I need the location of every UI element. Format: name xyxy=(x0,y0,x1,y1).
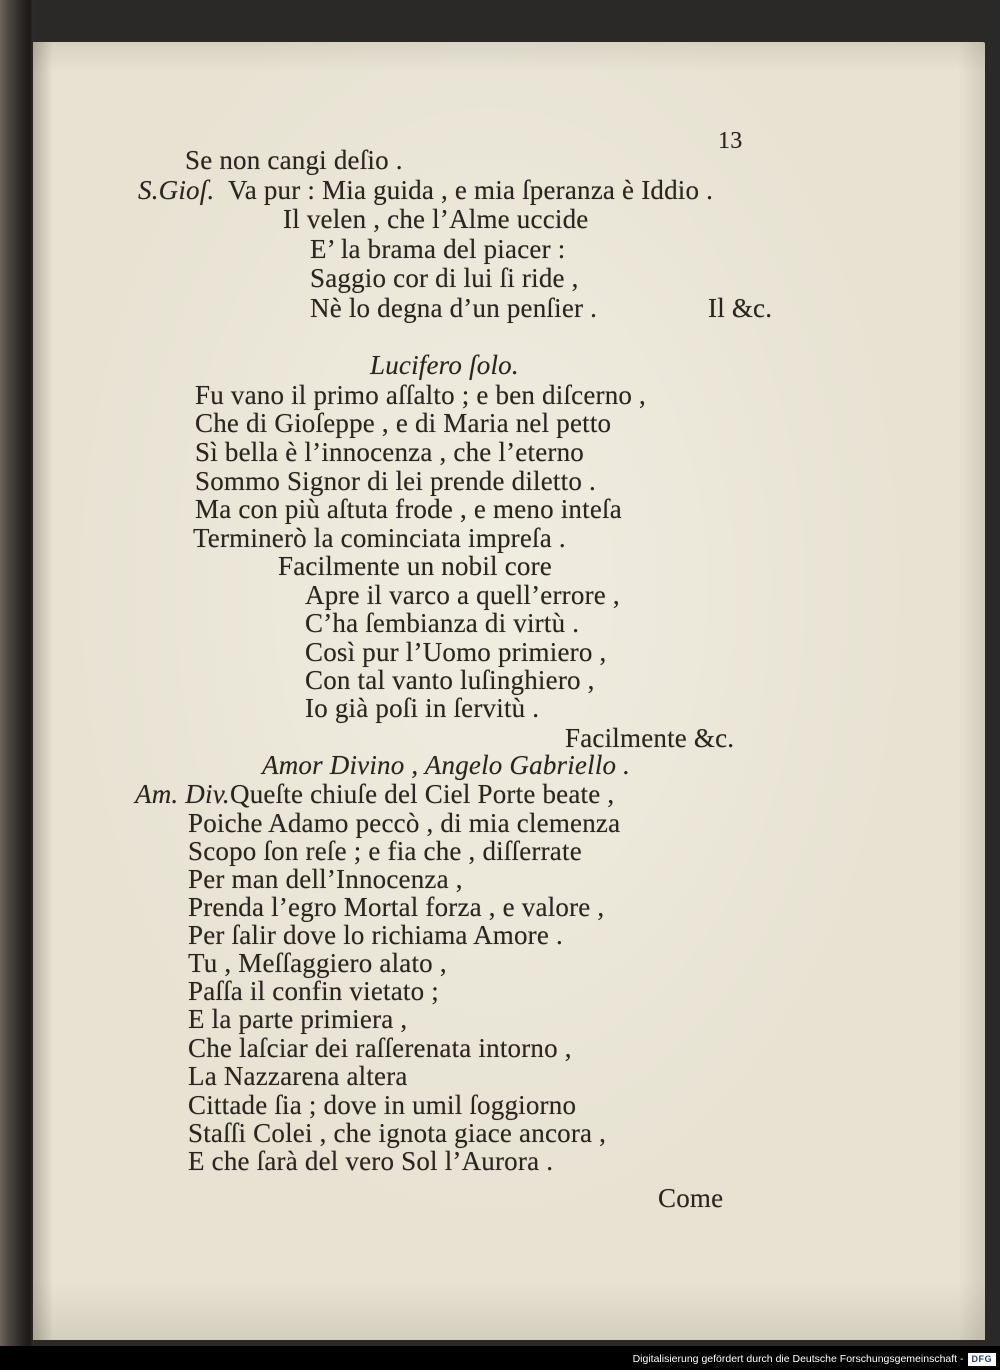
verse-line: Ma con più aſtuta frode , e meno inteſa xyxy=(195,494,622,524)
verse-line: Poiche Adamo peccò , di mia clemenza xyxy=(188,808,621,838)
verse-line: Fu vano il primo aſſalto ; e ben diſcerno , xyxy=(195,380,647,410)
verse-line: Sì bella è l’innocenza , che l’eterno xyxy=(195,437,584,467)
stage-direction: Amor Divino , Angelo Gabriello . xyxy=(262,750,631,780)
verse-line: Saggio cor di lui ſi ride , xyxy=(310,263,579,293)
verse-line: C’ha ſembianza di virtù . xyxy=(305,608,580,638)
verse-line: Che di Gioſeppe , e di Maria nel petto xyxy=(195,408,612,438)
verse-line: Per ſalir dove lo richiama Amore . xyxy=(188,920,563,950)
verse-line: Così pur l’Uomo primiero , xyxy=(305,637,607,667)
verse-line: Facilmente un nobil core xyxy=(278,551,552,581)
verse-line: E che ſarà del vero Sol l’Aurora . xyxy=(188,1146,554,1176)
verse-line: Staſſi Colei , che ignota giace ancora , xyxy=(188,1118,607,1148)
verse-line: Per man dell’Innocenza , xyxy=(188,864,463,894)
verse-line: La Nazzarena altera xyxy=(188,1061,408,1091)
verse-line: Cittade ſia ; dove in umil ſoggiorno xyxy=(188,1090,577,1120)
catchword: Come xyxy=(658,1183,724,1213)
dfg-logo: DFG xyxy=(968,1353,997,1366)
book-binding xyxy=(0,0,34,1346)
speaker-name: Am. Div. xyxy=(135,779,230,809)
verse-line: Sommo Signor di lei prende diletto . xyxy=(195,466,596,496)
verse-line: Io già poſi in ſervitù . xyxy=(305,693,540,723)
verse-line: Con tal vanto luſinghiero , xyxy=(305,665,595,695)
refrain-cue: Il &c. xyxy=(708,293,773,323)
verse-line: Se non cangi deſio . xyxy=(185,145,403,175)
verse-line: Prenda l’egro Mortal forza , e valore , xyxy=(188,892,605,922)
digitization-footer xyxy=(633,1352,996,1367)
verse-line: Il velen , che l’Alme uccide xyxy=(283,204,589,234)
verse-line: Nè lo degna d’un penſier . xyxy=(310,293,598,323)
verse-line: Terminerò la cominciata impreſa . xyxy=(193,523,566,553)
verse-line: Paſſa il confin vietato ; xyxy=(188,976,439,1006)
verse-line: Che laſciar dei raſſerenata intorno , xyxy=(188,1033,572,1063)
page-number: 13 xyxy=(718,128,743,154)
verse-line: Queſte chiuſe del Ciel Porte beate , xyxy=(230,779,615,809)
speaker-name: S.Gioſ. xyxy=(138,175,215,205)
stage-direction: Lucifero ſolo. xyxy=(370,350,519,380)
verse-line: E la parte primiera , xyxy=(188,1004,408,1034)
verse-line: Tu , Meſſaggiero alato , xyxy=(188,948,447,978)
verse-line: Scopo ſon reſe ; e fia che , diſſerrate xyxy=(188,836,582,866)
verse-line: Apre il varco a quell’errore , xyxy=(305,580,620,610)
verse-line: E’ la brama del piacer : xyxy=(310,234,566,264)
footer-credit-text: Digitalisierung gefördert durch die Deutsche Forschungsgemeinschaft - xyxy=(632,1353,964,1365)
verse-line: Va pur : Mia guida , e mia ſperanza è Iddio . xyxy=(228,175,714,205)
refrain-cue: Facilmente &c. xyxy=(565,723,735,753)
